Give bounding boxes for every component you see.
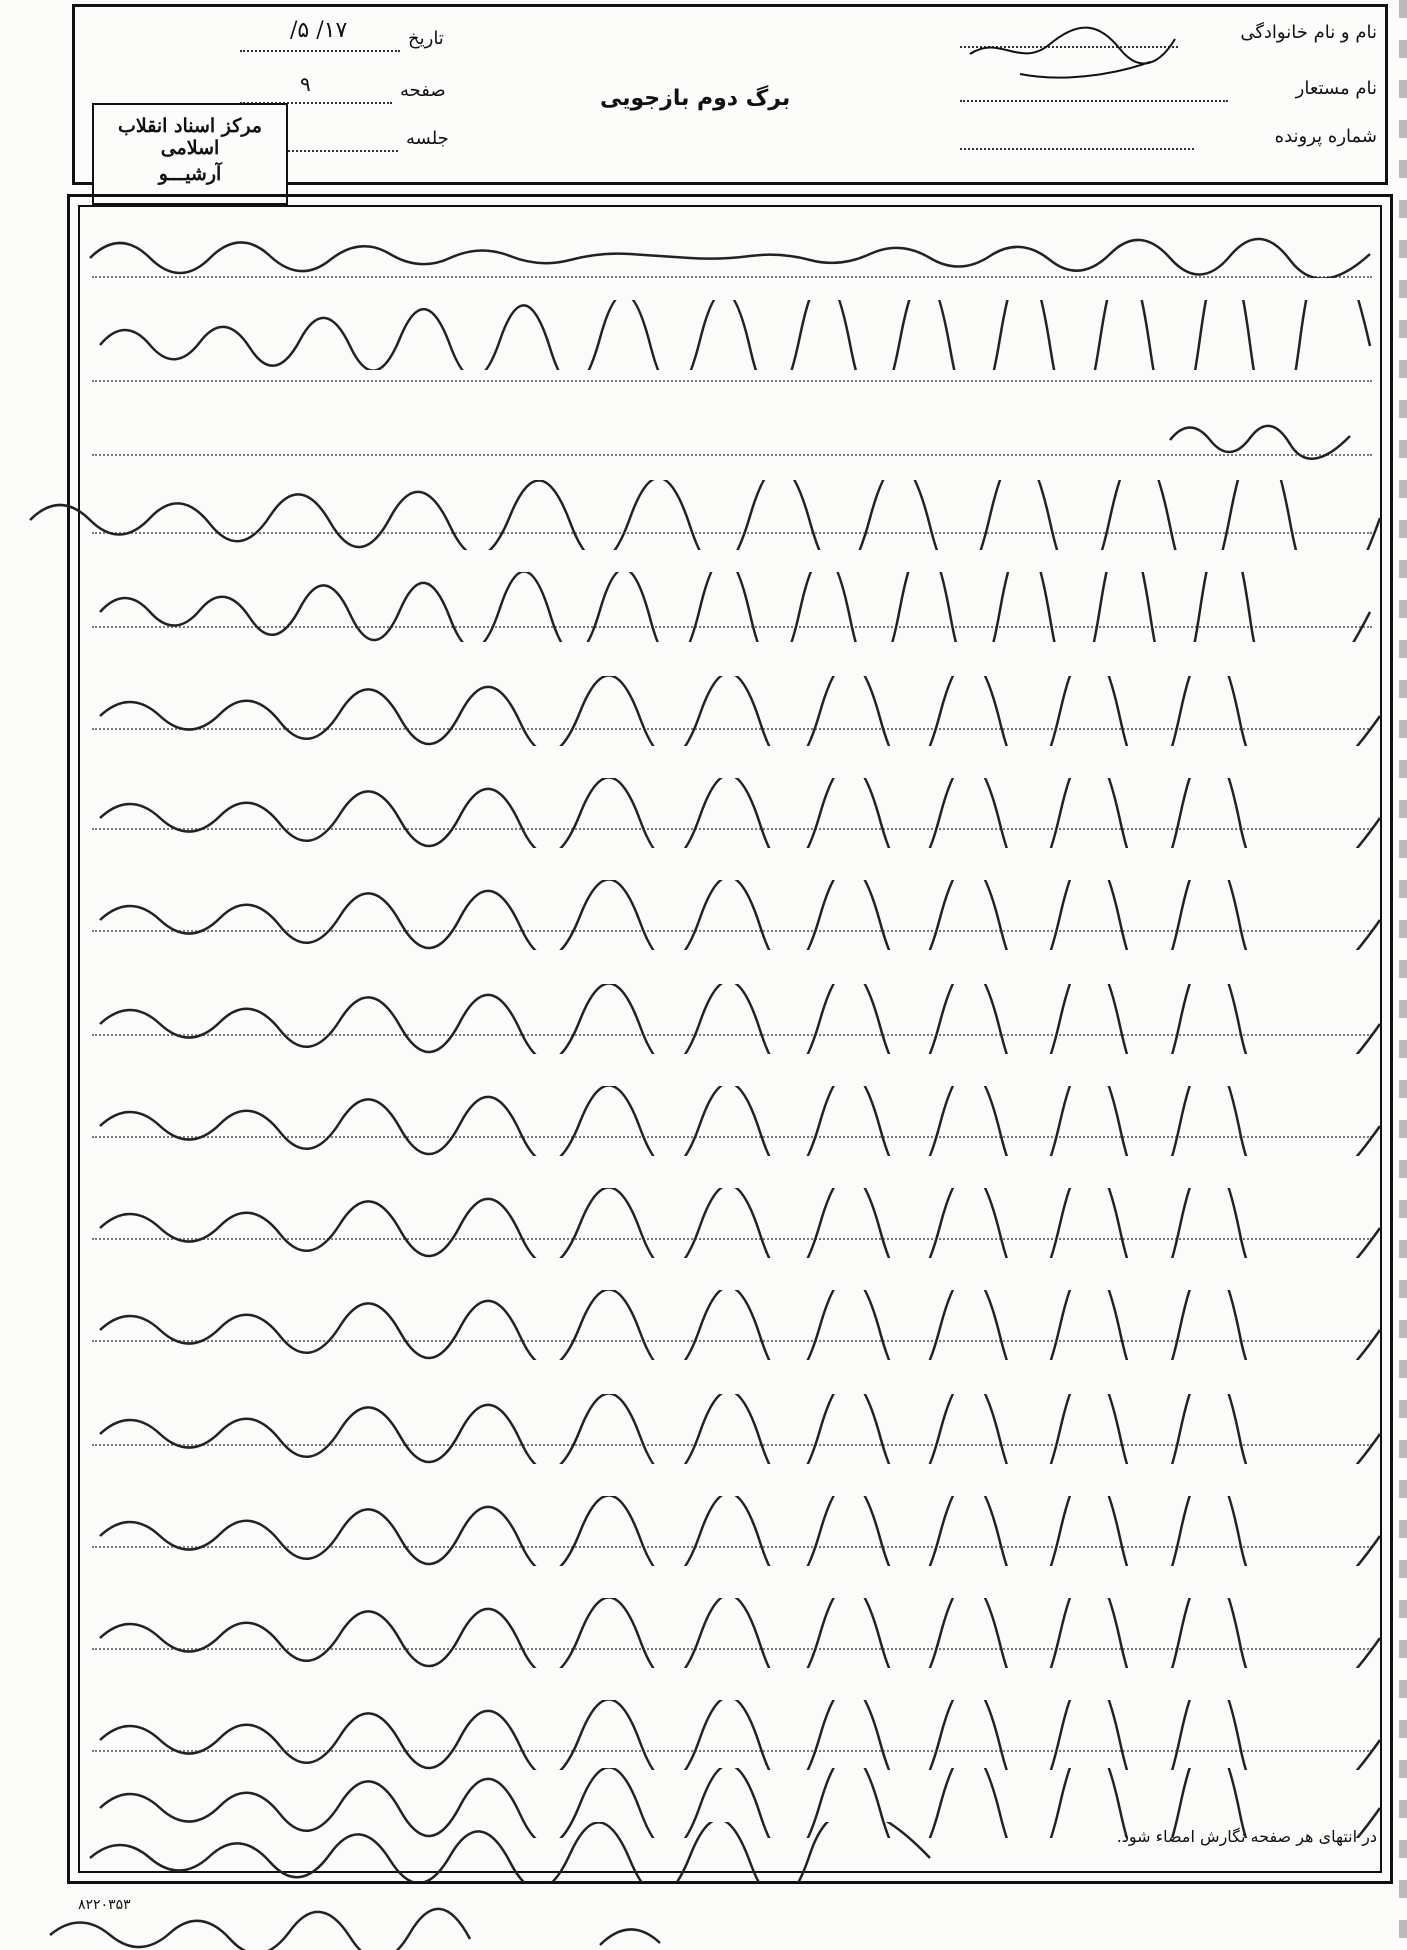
form-title: برگ دوم بازجویی bbox=[600, 86, 791, 111]
handwritten-line-10 bbox=[90, 1086, 1390, 1156]
page-label: صفحه bbox=[400, 80, 446, 101]
handwritten-line-9 bbox=[90, 984, 1390, 1054]
handwritten-line-1 bbox=[80, 218, 1380, 278]
form-code-number: ۸۲۲۰۳۵۳ bbox=[78, 1897, 131, 1913]
field-full-name bbox=[1240, 22, 1377, 43]
field-session bbox=[406, 128, 449, 149]
date-line bbox=[240, 50, 400, 52]
handwritten-line-8 bbox=[90, 880, 1390, 950]
date-label: تاریخ bbox=[408, 28, 444, 49]
alias-label: نام مستعار bbox=[1295, 78, 1377, 99]
page-value: ۹ bbox=[300, 72, 311, 96]
stamp-line-2: آرشیـــو bbox=[158, 163, 222, 185]
handwritten-line-13 bbox=[90, 1394, 1390, 1464]
handwritten-line-18 bbox=[80, 1822, 940, 1882]
handwritten-line-3 bbox=[1160, 410, 1360, 460]
handwritten-line-5 bbox=[90, 572, 1380, 642]
handwritten-line-16 bbox=[90, 1700, 1390, 1770]
field-case-number bbox=[1275, 126, 1377, 147]
footer-instruction: در انتهای هر صفحه نگارش امضاء شود. bbox=[1116, 1827, 1377, 1846]
field-date bbox=[408, 28, 444, 49]
field-page bbox=[400, 80, 446, 101]
handwritten-line-6 bbox=[90, 676, 1390, 746]
archive-stamp bbox=[92, 103, 288, 205]
handwritten-line-15 bbox=[90, 1598, 1390, 1668]
session-label: جلسه bbox=[406, 128, 449, 149]
handwritten-line-2 bbox=[90, 300, 1380, 370]
handwritten-line-14 bbox=[90, 1496, 1390, 1566]
field-alias bbox=[1296, 78, 1377, 99]
handwritten-signature-bottom bbox=[40, 1905, 680, 1950]
handwritten-line-12 bbox=[90, 1290, 1390, 1360]
date-value: ۱۷/ ۵/ bbox=[290, 18, 348, 43]
handwritten-line-11 bbox=[90, 1188, 1390, 1258]
case-number-label: شماره پرونده bbox=[1274, 126, 1377, 147]
alias-line bbox=[960, 100, 1228, 102]
header-name-handwriting bbox=[960, 14, 1180, 84]
scan-edge bbox=[1399, 0, 1407, 1950]
case-number-line bbox=[960, 148, 1194, 150]
handwritten-line-7 bbox=[90, 778, 1390, 848]
stamp-line-1: مرکز اسناد انقلاب اسلامی bbox=[117, 115, 262, 159]
ruled-line bbox=[92, 380, 1372, 382]
full-name-label: نام و نام خانوادگی bbox=[1240, 22, 1377, 43]
handwritten-line-4 bbox=[20, 480, 1390, 550]
